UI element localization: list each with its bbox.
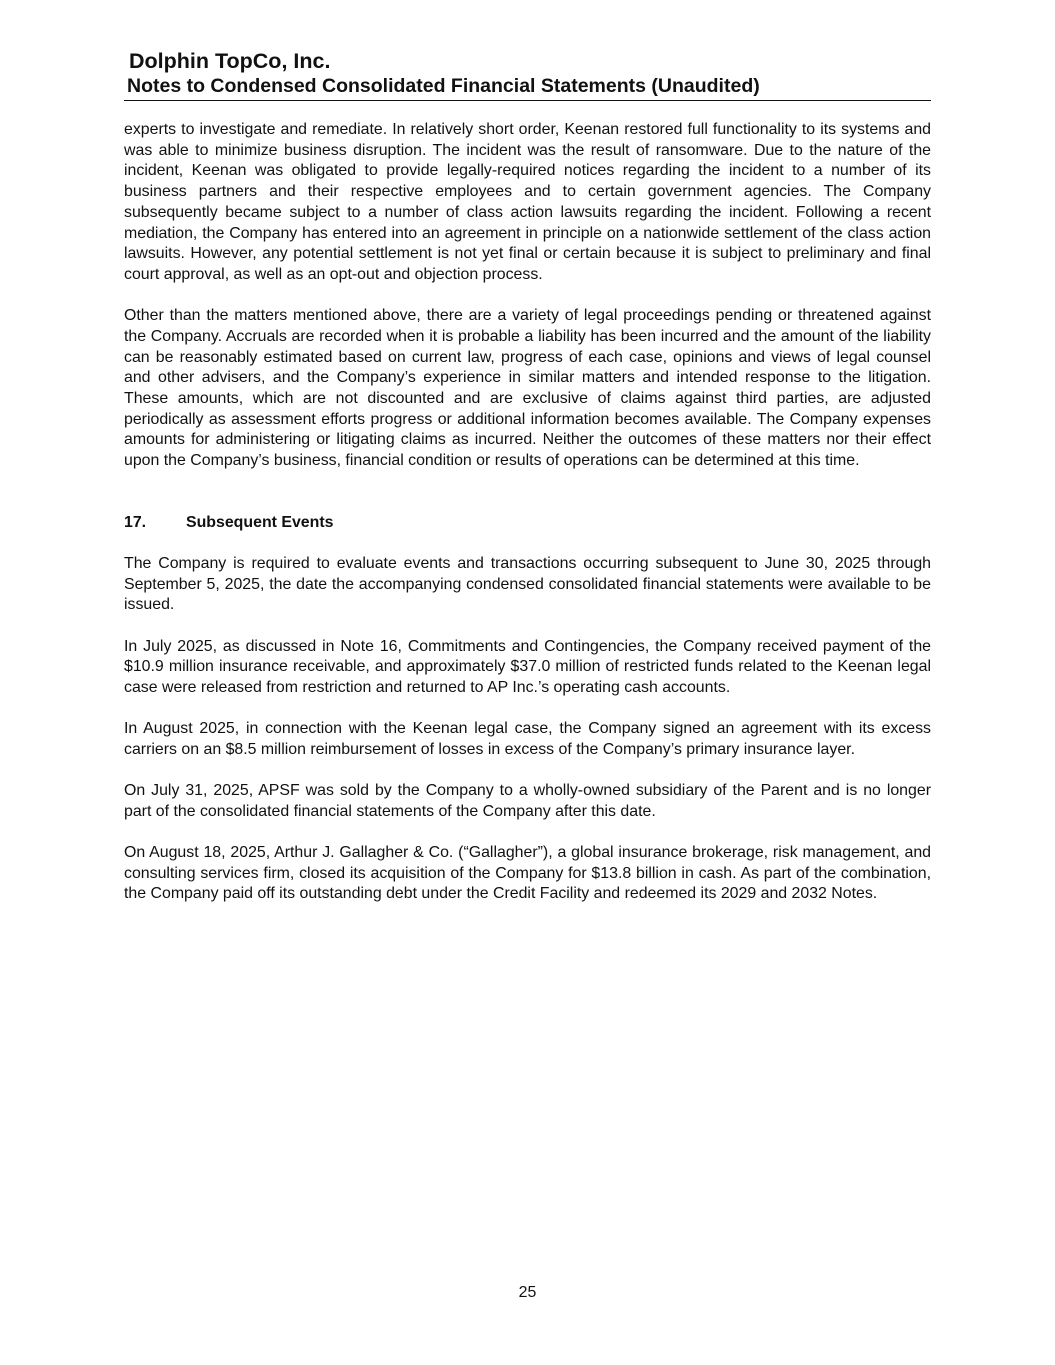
paragraph-evaluation-period: The Company is required to evaluate events and transactions occurring subsequent to June 30, 2025 through September 5, 2025, the date the accompanying condensed consolidated financial statements were available to be issued. bbox=[124, 554, 931, 614]
page-header bbox=[124, 48, 931, 101]
section-title: Subsequent Events bbox=[186, 513, 334, 531]
section-heading-subsequent-events bbox=[124, 513, 931, 534]
paragraph-gallagher-acquisition: On August 18, 2025, Arthur J. Gallagher & Co. (“Gallagher”), a global insurance brokerage, risk management, and consulting services firm, closed its acquisition of the Company for $13.8 billion in cash. As part of the combination, the Company paid off its outstanding debt under the Credit Facility and redeemed its 2029 and 2032 Notes. bbox=[124, 843, 931, 903]
paragraph-apsf-sale: On July 31, 2025, APSF was sold by the Company to a wholly-owned subsidiary of the Parent and is no longer part of the consolidated financial statements of the Company after this date. bbox=[124, 782, 931, 820]
section-number: 17. bbox=[124, 513, 147, 531]
paragraph-keenan-incident: experts to investigate and remediate. In relatively short order, Keenan restored full functionality to its systems and was able to minimize business disruption. The incident was the result of ransomware. Due to the nature of the incident, Keenan was obligated to provide legally-required notices regarding the incident to a number of its business partners and their respective employees and to certain government agencies. The Company subsequently became subject to a number of class action lawsuits regarding the incident. Following a recent mediation, the Company has entered into an agreement in principle on a nationwide settlement of the class action lawsuits. However, any potential settlement is not yet final or certain because it is subject to preliminary and final court approval, as well as an opt-out and objection process. bbox=[124, 121, 931, 283]
paragraph-legal-proceedings: Other than the matters mentioned above, there are a variety of legal proceedings pending or threatened against the Company. Accruals are recorded when it is probable a liability has been incurred and the amount of the liability can be reasonably estimated based on current law, progress of each case, opinions and views of legal counsel and other advisers, and the Company’s experience in similar matters and intended response to the litigation. These amounts, which are not discounted and are exclusive of claims against third parties, are adjusted periodically as assessment efforts progress or additional information becomes available. The Company expenses amounts for administering or litigating claims as incurred. Neither the outcomes of these matters nor their effect upon the Company’s business, financial condition or results of operations can be determined at this time. bbox=[124, 307, 931, 470]
page-number: 25 bbox=[518, 1284, 537, 1301]
document-body bbox=[124, 120, 931, 926]
document-page bbox=[124, 0, 931, 1365]
document-subtitle: Notes to Condensed Consolidated Financial Statements (Unaudited) bbox=[127, 75, 760, 97]
paragraph-excess-carriers: In August 2025, in connection with the Keenan legal case, the Company signed an agreement with its excess carriers on an $8.5 million reimbursement of losses in excess of the Company’s primary insurance layer. bbox=[124, 720, 931, 758]
paragraph-insurance-receivable: In July 2025, as discussed in Note 16, Commitments and Contingencies, the Company received payment of the $10.9 million insurance receivable, and approximately $37.0 million of restricted funds related to the Keenan legal case were released from restriction and returned to AP Inc.’s operating cash accounts. bbox=[124, 637, 931, 696]
company-name: Dolphin TopCo, Inc. bbox=[129, 49, 331, 73]
